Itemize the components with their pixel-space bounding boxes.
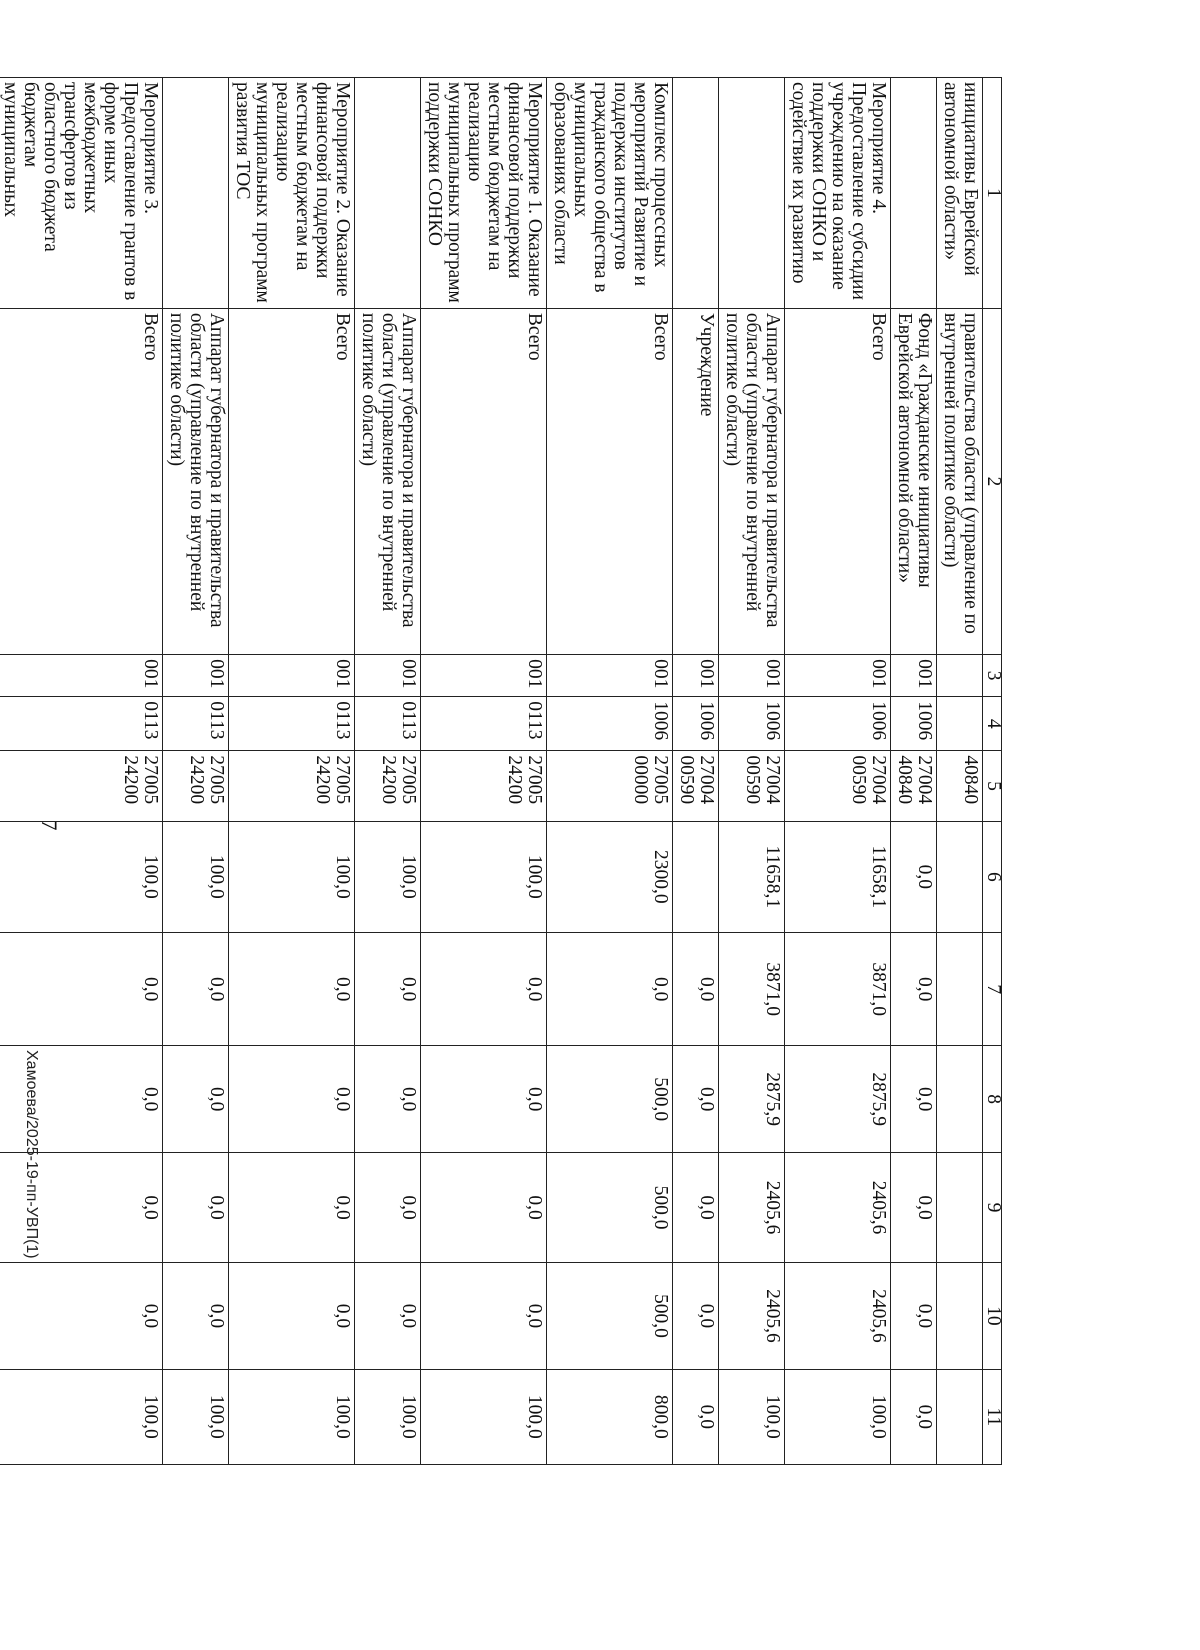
cell-measure — [355, 78, 421, 309]
cell-y2025: 0,0 — [891, 933, 937, 1046]
column-number-5: 5 — [983, 751, 1002, 821]
cell-csr: 27005 24200 — [421, 751, 547, 821]
cell-y2028: 0,0 — [891, 1263, 937, 1369]
cell-measure — [891, 78, 937, 309]
cell-rzpr: 1006 — [547, 697, 673, 751]
cell-y2029: 0,0 — [673, 1369, 719, 1464]
cell-csr: 40840 — [937, 751, 983, 821]
cell-y2025: 0,0 — [673, 933, 719, 1046]
column-number-9: 9 — [983, 1152, 1002, 1262]
cell-y2026: 0,0 — [355, 1046, 421, 1152]
cell-grbs: 001 — [719, 655, 785, 697]
cell-y2028: 500,0 — [547, 1263, 673, 1369]
cell-executor: Аппарат губернатора и правительства области (управление по внутренней политике области) — [355, 308, 421, 654]
cell-executor: правительства области (управление по внутренней политике области) — [937, 308, 983, 654]
cell-grbs: 001 — [355, 655, 421, 697]
cell-csr: 27005 24200 — [229, 751, 355, 821]
cell-y2028: 0,0 — [0, 1263, 163, 1369]
cell-executor: Всего — [547, 308, 673, 654]
cell-y2029 — [937, 1369, 983, 1464]
cell-total: 2300,0 — [547, 821, 673, 932]
cell-y2026: 2875,9 — [719, 1046, 785, 1152]
cell-total: 100,0 — [163, 821, 229, 932]
cell-rzpr: 0113 — [0, 697, 163, 751]
cell-csr: 27004 40840 — [891, 751, 937, 821]
cell-executor: Аппарат губернатора и правительства области (управление по внутренней политике области) — [163, 308, 229, 654]
cell-y2027: 0,0 — [163, 1152, 229, 1262]
cell-rzpr: 0113 — [421, 697, 547, 751]
cell-y2026 — [937, 1046, 983, 1152]
table-row — [719, 78, 785, 1465]
table-row — [785, 78, 891, 1465]
cell-csr: 27005 00000 — [547, 751, 673, 821]
cell-y2027: 2405,6 — [719, 1152, 785, 1262]
document-reference: Хамоева/2025-19-пп-УВП(1) — [23, 1050, 40, 1259]
cell-y2029: 100,0 — [421, 1369, 547, 1464]
cell-y2025: 0,0 — [547, 933, 673, 1046]
column-number-11: 11 — [983, 1369, 1002, 1464]
cell-executor: Учреждение — [673, 308, 719, 654]
cell-y2029: 0,0 — [891, 1369, 937, 1464]
cell-total: 100,0 — [0, 821, 163, 932]
table-row — [163, 78, 229, 1465]
cell-y2027: 0,0 — [0, 1152, 163, 1262]
cell-y2029: 100,0 — [719, 1369, 785, 1464]
cell-y2029: 100,0 — [355, 1369, 421, 1464]
cell-y2025: 0,0 — [421, 933, 547, 1046]
column-number-10: 10 — [983, 1263, 1002, 1369]
table-row — [937, 78, 983, 1465]
cell-grbs: 001 — [785, 655, 891, 697]
table-row — [355, 78, 421, 1465]
cell-y2025: 0,0 — [355, 933, 421, 1046]
cell-y2025: 3871,0 — [719, 933, 785, 1046]
cell-measure: Комплекс процессных мероприятий Развитие и поддержка институтов гражданского общества в муниципальных образованиях области — [547, 78, 673, 309]
table-header-row — [983, 78, 1002, 1465]
cell-y2029: 100,0 — [229, 1369, 355, 1464]
cell-y2025: 0,0 — [0, 933, 163, 1046]
cell-y2027: 0,0 — [421, 1152, 547, 1262]
cell-y2029: 100,0 — [163, 1369, 229, 1464]
cell-csr: 27004 00590 — [785, 751, 891, 821]
column-number-8: 8 — [983, 1046, 1002, 1152]
cell-measure: инициативы Еврейской автономной области» — [937, 78, 983, 309]
cell-y2029: 800,0 — [547, 1369, 673, 1464]
cell-y2027: 500,0 — [547, 1152, 673, 1262]
table-row — [229, 78, 355, 1465]
table-row — [673, 78, 719, 1465]
cell-rzpr: 0113 — [355, 697, 421, 751]
cell-measure: Мероприятие 1. Оказание финансовой поддержки местным бюджетам на реализацию муниципальных программ поддержки СОНКО — [421, 78, 547, 309]
cell-y2026: 500,0 — [547, 1046, 673, 1152]
cell-grbs: 001 — [421, 655, 547, 697]
table-row — [421, 78, 547, 1465]
cell-y2025 — [937, 933, 983, 1046]
cell-measure: Мероприятие 2. Оказание финансовой поддержки местным бюджетам на реализацию муниципальных программ развития ТОС — [229, 78, 355, 309]
column-number-2: 2 — [983, 308, 1002, 654]
cell-y2029: 100,0 — [785, 1369, 891, 1464]
column-number-6: 6 — [983, 821, 1002, 932]
cell-y2028: 0,0 — [229, 1263, 355, 1369]
cell-total — [937, 821, 983, 932]
cell-csr: 27005 24200 — [355, 751, 421, 821]
cell-y2026: 2875,9 — [785, 1046, 891, 1152]
cell-grbs: 001 — [891, 655, 937, 697]
cell-grbs: 001 — [673, 655, 719, 697]
cell-y2028: 0,0 — [673, 1263, 719, 1369]
cell-rzpr: 1006 — [673, 697, 719, 751]
cell-y2026: 0,0 — [0, 1046, 163, 1152]
cell-y2028: 0,0 — [355, 1263, 421, 1369]
cell-y2027: 0,0 — [891, 1152, 937, 1262]
budget-table — [0, 77, 1002, 1465]
cell-executor: Аппарат губернатора и правительства области (управление по внутренней политике области) — [719, 308, 785, 654]
cell-y2026: 0,0 — [673, 1046, 719, 1152]
cell-total: 0,0 — [891, 821, 937, 932]
column-number-1: 1 — [983, 78, 1002, 309]
cell-grbs: 001 — [0, 655, 163, 697]
cell-y2027: 0,0 — [229, 1152, 355, 1262]
cell-executor: Всего — [0, 308, 163, 654]
cell-measure — [719, 78, 785, 309]
cell-y2025: 3871,0 — [785, 933, 891, 1046]
column-number-7: 7 — [983, 933, 1002, 1046]
cell-total: 100,0 — [355, 821, 421, 932]
column-number-4: 4 — [983, 697, 1002, 751]
cell-y2027: 0,0 — [673, 1152, 719, 1262]
cell-grbs: 001 — [547, 655, 673, 697]
table-row — [547, 78, 673, 1465]
page-number: 7 — [37, 819, 62, 831]
column-number-3: 3 — [983, 655, 1002, 697]
cell-y2026: 0,0 — [421, 1046, 547, 1152]
cell-y2026: 0,0 — [163, 1046, 229, 1152]
cell-y2028: 0,0 — [421, 1263, 547, 1369]
cell-y2028 — [937, 1263, 983, 1369]
cell-rzpr: 1006 — [785, 697, 891, 751]
cell-grbs: 001 — [229, 655, 355, 697]
cell-total: 100,0 — [421, 821, 547, 932]
cell-y2027 — [937, 1152, 983, 1262]
cell-y2027: 2405,6 — [785, 1152, 891, 1262]
cell-y2025: 0,0 — [229, 933, 355, 1046]
cell-y2027: 0,0 — [355, 1152, 421, 1262]
cell-rzpr: 1006 — [891, 697, 937, 751]
cell-measure — [673, 78, 719, 309]
cell-y2028: 0,0 — [163, 1263, 229, 1369]
cell-measure: Мероприятие 4. Предоставление субсидии учреждению на оказание поддержки СОНКО и содействие их развитию — [785, 78, 891, 309]
cell-grbs — [937, 655, 983, 697]
cell-measure — [163, 78, 229, 309]
cell-total: 11658,1 — [719, 821, 785, 932]
cell-rzpr — [937, 697, 983, 751]
cell-csr: 27004 00590 — [673, 751, 719, 821]
cell-y2025: 0,0 — [163, 933, 229, 1046]
cell-executor: Фонд «Гражданские инициативы Еврейской автономной области» — [891, 308, 937, 654]
cell-rzpr: 0113 — [229, 697, 355, 751]
cell-y2026: 0,0 — [891, 1046, 937, 1152]
cell-csr: 27004 00590 — [719, 751, 785, 821]
cell-total — [673, 821, 719, 932]
cell-y2028: 2405,6 — [719, 1263, 785, 1369]
cell-executor: Всего — [229, 308, 355, 654]
cell-executor: Всего — [785, 308, 891, 654]
cell-executor: Всего — [421, 308, 547, 654]
table-row — [891, 78, 937, 1465]
cell-total: 100,0 — [229, 821, 355, 932]
cell-total: 11658,1 — [785, 821, 891, 932]
cell-rzpr: 0113 — [163, 697, 229, 751]
cell-y2026: 0,0 — [229, 1046, 355, 1152]
cell-measure: Мероприятие 3. Предоставление грантов в форме иных межбюджетных трансфертов из областного бюджета бюджетам муниципальных — [0, 78, 163, 309]
cell-y2028: 2405,6 — [785, 1263, 891, 1369]
cell-csr: 27005 24200 — [0, 751, 163, 821]
cell-grbs: 001 — [163, 655, 229, 697]
cell-y2029: 100,0 — [0, 1369, 163, 1464]
cell-csr: 27005 24200 — [163, 751, 229, 821]
cell-rzpr: 1006 — [719, 697, 785, 751]
